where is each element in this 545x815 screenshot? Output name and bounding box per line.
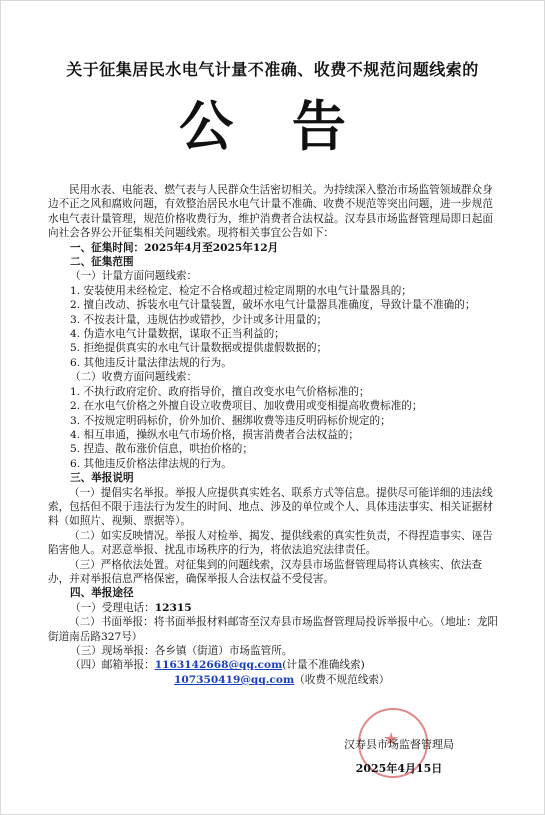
section-2b-title: （二）收费方面问题线索： <box>70 371 198 384</box>
email-label: （四）邮箱举报： <box>70 659 155 672</box>
phone-number: 12315 <box>154 601 192 614</box>
list-item: 4. 伪造水电气计量数据，谋取不正当利益的； <box>70 328 285 341</box>
list-item: 5. 捏造、散布涨价信息，哄抬价格的； <box>70 443 253 456</box>
section-3-title: 三、举报说明 <box>70 472 134 485</box>
list-item: 1. 安装使用未经检定、检定不合格或超过检定周期的水电气计量器具的； <box>70 284 412 297</box>
email-note: (计量不准确线索) <box>282 659 365 672</box>
list-item: 6. 其他违反价格法律法规的行为。 <box>70 457 232 470</box>
section-1-title: 一、征集时间：2025年4月至2025年12月 <box>70 241 279 254</box>
notice-heading: 公 告 <box>179 94 366 158</box>
list-item: 5. 拒绝提供真实的水电气计量数据或提供虚假数据的； <box>70 342 328 355</box>
email-note: （收费不规范线索） <box>294 673 390 686</box>
notice-title: 关于征集居民水电气计量不准确、收费不规范问题线索的 <box>66 60 479 79</box>
list-item: 3. 不按表计量，违规估抄或错抄，少计或多计用量的； <box>70 313 328 326</box>
report-onsite-line: （三）现场举报：各乡镇（街道）市场监管所。 <box>70 645 293 657</box>
list-item: 2. 擅自改动、拆装水电气计量装置，破坏水电气计量器具准确度，导致计量不准确的； <box>70 299 476 312</box>
list-item: 4. 相互串通，操纵水电气市场价格，损害消费者合法权益的； <box>70 428 359 441</box>
issue-date: 2025年4月15日 <box>355 762 443 775</box>
section-2-title: 二、征集范围 <box>70 256 134 269</box>
email-link-metering[interactable]: 1163142668@qq.com <box>154 659 283 672</box>
report-email-line <box>48 658 500 672</box>
list-item: 3. 不按规定明码标价，价外加价、捆绑收费等违反明码标价规定的； <box>70 414 391 427</box>
list-item: 1. 不执行政府定价、政府指导价，擅自改变水电气价格标准的； <box>70 385 370 398</box>
intro-paragraph: 民用水表、电能表、燃气表与人民群众生活密切相关。为持续深入整治市场监管领域群众身边不正之风和腐败问题，有效整治居民水电气计量不准确、收费不规范等突出问题，进一步规范水电气表计量管理，规范价格收费行为，维护消费者合法权益。汉寿县市场监督管理局即日起面向社会各界公开征集相关问题线索。现将相关事宜公告如下： <box>48 184 493 240</box>
report-email-line <box>48 673 500 687</box>
report-note-paragraph: （二）如实反映情况。举报人对检举、揭发、提供线索的真实性负责，不得捏造事实、诬告陷害他人。对恶意举报、扰乱市场秩序的行为，将依法追究法律责任。 <box>48 529 493 557</box>
report-note-paragraph: （三）严格依法处置。对征集到的问题线索，汉寿县市场监督管理局将认真核实、依法查办，并对举报信息严格保密，确保举报人合法权益不受侵害。 <box>48 558 483 585</box>
section-4-title: 四、举报途径 <box>70 587 134 600</box>
issuer-signature: 汉寿县市场监督管理局 <box>344 738 454 751</box>
notice-body <box>48 183 500 687</box>
phone-label: （一）受理电话： <box>70 601 155 614</box>
list-item: 2. 在水电气价格之外擅自设立收费项目、加收费用或变相提高收费标准的； <box>70 400 423 413</box>
email-link-fees[interactable]: 107350419@qq.com <box>174 673 295 686</box>
report-phone-line <box>48 601 500 615</box>
report-mail-line: （二）书面举报：将书面举报材料邮寄至汉寿县市场监督管理局投诉举报中心。（地址：龙阳街道南岳路327号） <box>48 616 499 643</box>
section-2a-title: （一）计量方面问题线索： <box>70 270 198 283</box>
report-note-paragraph: （一）提倡实名举报。举报人应提供真实姓名、联系方式等信息。提供尽可能详细的违法线索，包括但不限于违法行为发生的时间、地点、涉及的单位或个人、具体违法事实、相关证据材料（如照片、视频、票据等）。 <box>48 486 493 528</box>
list-item: 6. 其他违反计量法律法规的行为。 <box>70 356 232 369</box>
